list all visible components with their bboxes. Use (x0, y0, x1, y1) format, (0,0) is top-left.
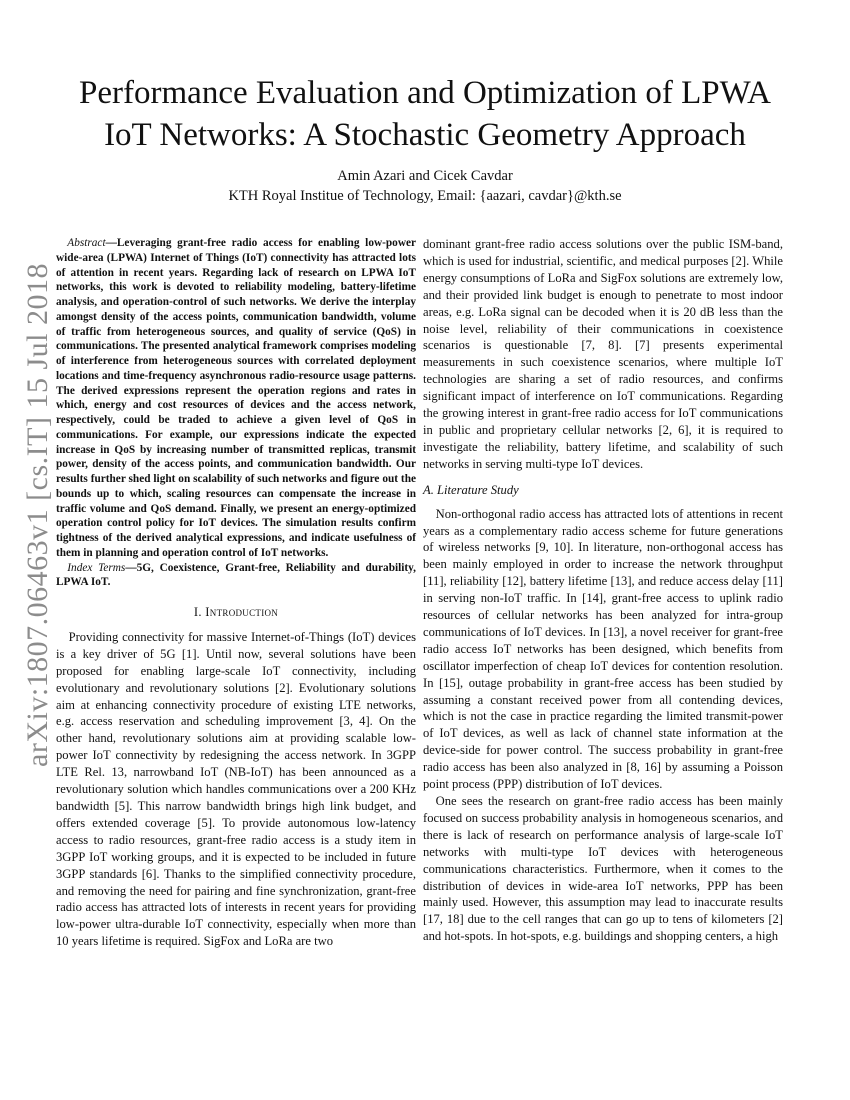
affiliation: KTH Royal Institue of Technology, Email: {aazari, cavdar}@kth.se (228, 188, 622, 204)
section-heading-introduction: I. Introduction (193, 605, 279, 619)
title-line-2: IoT Networks: A Stochastic Geometry Approach (104, 117, 746, 153)
arxiv-stamp-text: arXiv:1807.06463v1 [cs.IT] 15 Jul 2018 (21, 263, 54, 767)
right-paragraph-continued: dominant grant-free radio access solutions over the public ISM-band, which is used for industrial, scientific, and medical purposes [2]. While energy consumptions of LoRa and SigFox solutions are extremely low, and their provided link budget is enough to penetrate to most indoor areas, e.g. LoRa signal can be decoded when it is 20 dB less than the noise level, reliability of their communications in coexistence scenarios is questionable [7, 8]. [7] presents experimental measurements in such coexistence scenarios, where multiple IoT technologies are sharing a set of radio resources, and confirms significant impact of interference on IoT communications. Regarding the growing interest in grant-free radio access for IoT communications in public and proprietary cellular networks [2, 6], it is required to investigate the reliability, battery lifetime, and scalability of such networks in serving multi-type IoT devices. (423, 237, 783, 471)
paper-title (60, 72, 790, 156)
intro-paragraph: Providing connectivity for massive Internet-of-Things (IoT) devices is a key driver of 5G [1]. Until now, several solutions have been proposed for enabling large-scale IoT connectivity, including evolutionary and revolutionary solutions [2]. Evolutionary solutions aim at enhancing connectivity procedure of existing LTE networks, e.g. access reservation and scheduling improvement [3, 4]. On the other hand, revolutionary solutions aim at providing scalable low-power IoT connectivity by redesigning the access network. In 3GPP LTE Rel. 13, narrowband IoT (NB-IoT) has been announced as a revolutionary solution which handles communications over a 200 KHz bandwidth [5]. This narrow bandwidth brings high link budget, and offers extended coverage [5]. To provide autonomous low-latency access to radio resources, grant-free radio access is a study item in 3GPP IoT working groups, and it is expected to be included in future 3GPP standards [6]. Thanks to the simplified connectivity procedure, and removing the need for pairing and fine synchronization, grant-free radio access has attracted lots of interests in recent years for providing low-power ultra-durable IoT connectivity, especially when more than 10 years lifetime is required. SigFox and LoRa are two (56, 629, 416, 949)
abstract-text: —Leveraging grant-free radio access for enabling low-power wide-area (LPWA) Internet of Things (IoT) connectivity has attracted lots of attention in recent years. Regarding lack of research on LPWA IoT networks, this work is devoted to reliability modeling, battery-lifetime analysis, and operation-control of such networks. We derive the interplay amongst density of the access points, communication bandwidth, volume of traffic from heterogeneous sources, and quality of service (QoS) in communications. The presented analytical framework comprises modeling of interference from heterogeneous sources with correlated deployment locations and time-frequency asynchronous radio-resource usage patterns. The derived expressions represent the operation regions and rates in which, energy and cost resources of devices and the access network, respectively, could be traded to achieve a given level of QoS in communications. For example, our expressions indicate the expected increase in QoS by increasing number of transmitted replicas, transmit power, density of the access points, and communication bandwidth. Our results further shed light on scalability of such networks and figure out the bounds up to which, scaling resources can compensate the increase in traffic volume and QoS demand. Finally, we present an energy-optimized operation control policy for IoT devices. The simulation results confirm tightness of the derived analytical expressions, and indicate usefulness of them in planning and operation control of IoT networks. (56, 237, 416, 559)
index-terms (56, 561, 416, 591)
abstract-label: Abstract (67, 237, 106, 249)
title-line-1: Performance Evaluation and Optimization of LPWA (79, 75, 771, 111)
authors: Amin Azari and Cicek Cavdar (337, 168, 513, 184)
right-column (423, 236, 783, 945)
literature-paragraph-1: Non-orthogonal radio access has attracted lots of attentions in recent years as a complementary radio access scheme for future generations of wireless networks [9, 10]. In literature, non-orthogonal access has been mainly employed in order to increase the network throughput [11], reliability [12], battery lifetime [13], and reduce access delay [11] in serving non-IoT traffic. In [14], grant-free access to uplink radio resources of cellular networks has been analyzed for intra-group communications of IoT devices. In [13], a novel receiver for grant-free radio access IoT networks has been designed, which benefits from oscillator imperfection of cheap IoT devices for contention resolution. In [15], outage probability in grant-free access has been studied by assuming a constant received power from all contending devices, which is not the case in practice regarding the limited transmit-power of IoT devices, as well as lack of channel state information at the device-side for power control. The success probability in grant-free radio access has been also analyzed in [8, 16] by assuming a Poisson point process (PPP) distribution of IoT devices. (423, 506, 783, 792)
arxiv-stamp (18, 263, 58, 767)
abstract (56, 236, 416, 590)
abstract-paragraph (56, 236, 416, 561)
left-column (56, 236, 416, 950)
subsection-heading-literature-study: A. Literature Study (423, 482, 519, 497)
index-terms-text: —5G, Coexistence, Grant-free, Reliability and durability, LPWA IoT. (56, 561, 416, 589)
index-terms-label: Index Terms (67, 561, 126, 574)
literature-paragraph-2: One sees the research on grant-free radio access has been mainly focused on success probability analysis in homogeneous scenarios, and there is lack of research on performance analysis of large-scale IoT networks with multi-type IoT devices with heterogeneous communications characteristics. Furthermore, when it comes to the distribution of devices in wide-area IoT networks, PPP has been mainly used. However, this assumption may lead to inaccurate results [17, 18] due to the cell ranges that can go up to tens of kilometers [2] and hot-spots. In hot-spots, e.g. buildings and shopping centers, a high (423, 794, 783, 944)
